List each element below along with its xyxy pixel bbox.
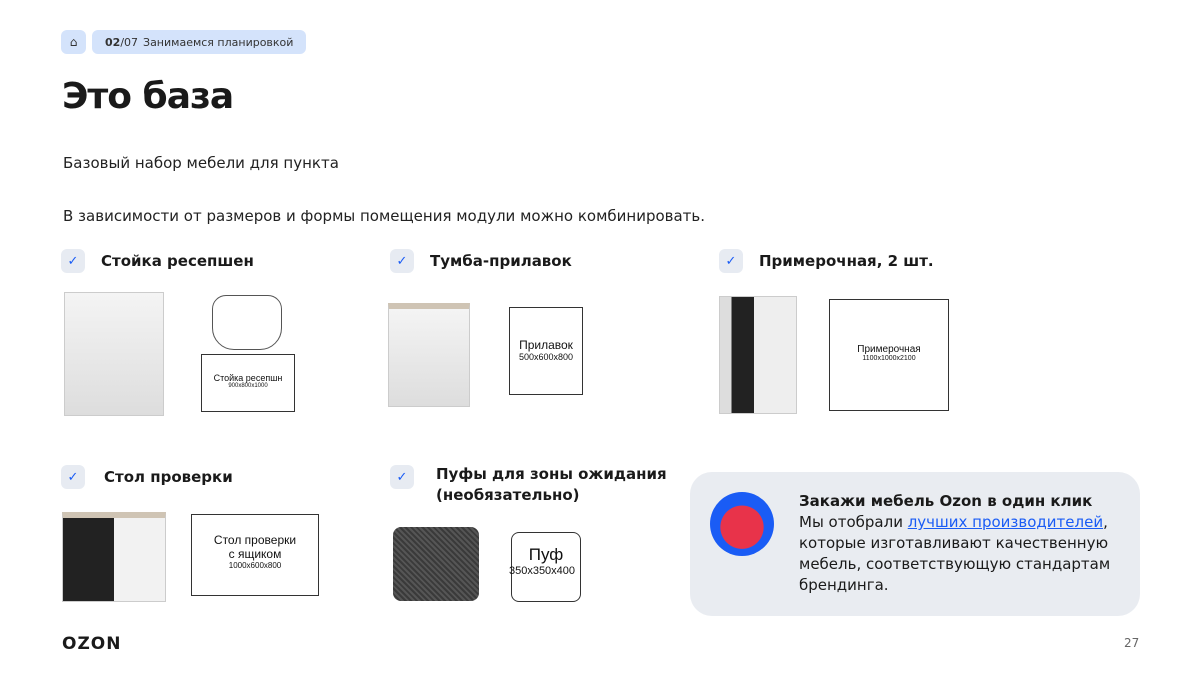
plan-title: Стойка ресепшн: [213, 373, 283, 383]
plan-size: 500x600x800: [518, 352, 574, 362]
promo-title: Закажи мебель Ozon в один клик: [799, 492, 1093, 510]
plan-size: 350x350x400: [508, 565, 576, 577]
reception-plan: [201, 354, 295, 412]
plan-size: 1000x600x800: [228, 561, 282, 570]
promo-text: [799, 491, 1119, 596]
check-icon: ✓: [61, 249, 85, 273]
description: В зависимости от размеров и формы помещения модули можно комбинировать.: [63, 207, 706, 225]
pouf-image: [393, 527, 479, 601]
item-label: Примерочная, 2 шт.: [759, 252, 934, 270]
check-icon: ✓: [390, 249, 414, 273]
plan-title: Стол проверки: [213, 533, 297, 547]
chair-drawing: [212, 295, 282, 350]
promo-text-before: Мы отобрали: [799, 513, 908, 531]
item-label: [436, 464, 667, 506]
fitting-room-plan: [829, 299, 949, 411]
fitting-room-image: [719, 296, 797, 414]
section-total: /07: [120, 35, 139, 49]
page-title: Это база: [62, 76, 234, 117]
plan-title: Примерочная: [857, 344, 921, 355]
breadcrumb: [92, 30, 306, 54]
item-label: Стол проверки: [104, 468, 233, 486]
check-icon: ✓: [61, 465, 85, 489]
mascot-avatar: [710, 492, 774, 556]
check-icon: ✓: [390, 465, 414, 489]
reception-desk-image: [64, 292, 164, 416]
ozon-logo: OZON: [62, 634, 122, 654]
item-label-line1: Пуфы для зоны ожидания: [436, 465, 667, 483]
promo-text-after: , которые изготавливают качественную мебель, соответствующую стандартам брендинга.: [799, 513, 1111, 594]
home-icon: ⌂: [69, 35, 78, 49]
item-label-line2: (необязательно): [436, 486, 580, 504]
plan-title: Пуф: [528, 545, 564, 564]
check-table-plan: [191, 514, 319, 596]
page-number: 27: [1124, 636, 1140, 650]
plan-title-2: с ящиком: [228, 547, 282, 561]
plan-size: 1100x1000x2100: [862, 355, 916, 362]
counter-image: [388, 303, 470, 407]
section-name: Занимаемся планировкой: [143, 35, 294, 49]
item-label: Тумба-прилавок: [430, 252, 572, 270]
check-table-image: [62, 512, 166, 602]
pouf-plan: [508, 532, 581, 602]
plan-title: Прилавок: [519, 338, 573, 352]
item-label: Стойка ресепшен: [101, 252, 254, 270]
counter-plan: [509, 307, 583, 395]
plan-size: 900x800x1000: [228, 383, 268, 389]
subtitle: Базовый набор мебели для пункта: [63, 154, 339, 172]
section-number: 02: [105, 35, 121, 49]
check-icon: ✓: [719, 249, 743, 273]
manufacturers-link[interactable]: лучших производителей: [907, 513, 1104, 531]
home-button[interactable]: [61, 30, 86, 54]
